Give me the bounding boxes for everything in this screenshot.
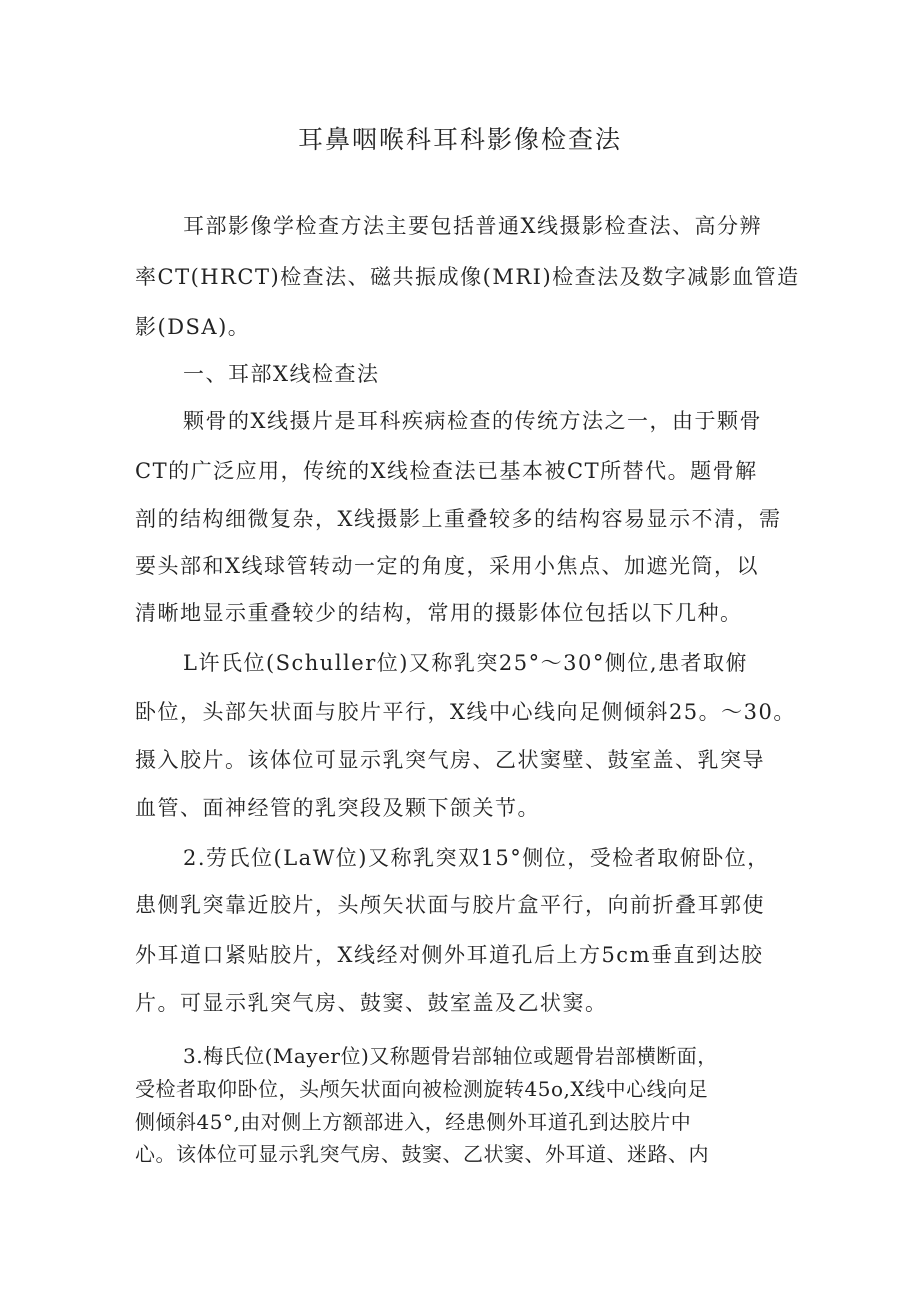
paragraph-line: CT的广泛应用，传统的X线检查法已基本被CT所替代。题骨解 [135, 459, 758, 483]
paragraph-line: 剖的结构细微复杂，X线摄影上重叠较多的结构容易显示不清，需 [135, 507, 782, 531]
paragraph-line: 外耳道口紧贴胶片，X线经对侧外耳道孔后上方5cm垂直到达胶 [135, 943, 764, 967]
paragraph-line: 心。该体位可显示乳突气房、鼓窦、乙状窦、外耳道、迷路、内 [135, 1142, 709, 1166]
paragraph-line: 率CT(HRCT)检查法、磁共振成像(MRI)检查法及数字减影血管造 [135, 265, 800, 289]
paragraph-line: 血管、面神经管的乳突段及颗下颌关节。 [135, 796, 540, 820]
paragraph-line: 卧位，头部矢状面与胶片平行，X线中心线向足侧倾斜25。～30。 [135, 700, 796, 724]
paragraph-line: 摄入胶片。该体位可显示乳突气房、乙状窦壁、鼓室盖、乳突导 [135, 748, 765, 772]
paragraph-line: L许氏位(Schuller位)又称乳突25°～30°侧位,患者取俯 [183, 651, 749, 675]
paragraph-line: 片。可显示乳突气房、鼓窦、鼓室盖及乙状窦。 [135, 991, 608, 1015]
paragraph-line: 2.劳氏位(LaW位)又称乳突双15°侧位，受检者取俯卧位， [183, 846, 770, 870]
paragraph-line: 耳部影像学检查方法主要包括普通X线摄影检查法、高分辨 [183, 214, 762, 238]
paragraph-line: 颗骨的X线摄片是耳科疾病检查的传统方法之一，由于颗骨 [183, 409, 762, 433]
paragraph-line: 影(DSA)。 [135, 315, 251, 339]
paragraph-line: 侧倾斜45°,由对侧上方额部进入，经患侧外耳道孔到达胶片中 [135, 1110, 692, 1134]
paragraph-line: 要头部和X线球管转动一定的角度，采用小焦点、加遮光筒，以 [135, 554, 759, 578]
paragraph-line: 清晰地显示重叠较少的结构，常用的摄影体位包括以下几种。 [135, 601, 743, 625]
paragraph-line: 3.梅氏位(Mayer位)又称题骨岩部轴位或题骨岩部横断面， [183, 1044, 718, 1068]
paragraph-line: 患侧乳突靠近胶片，头颅矢状面与胶片盒平行，向前折叠耳郭使 [135, 893, 765, 917]
section-heading: 一、耳部X线检查法 [183, 362, 380, 386]
paragraph-line: 受检者取仰卧位，头颅矢状面向被检测旋转45o,X线中心线向足 [135, 1077, 709, 1101]
document-title: 耳鼻咽喉科耳科影像检查法 [297, 125, 622, 154]
